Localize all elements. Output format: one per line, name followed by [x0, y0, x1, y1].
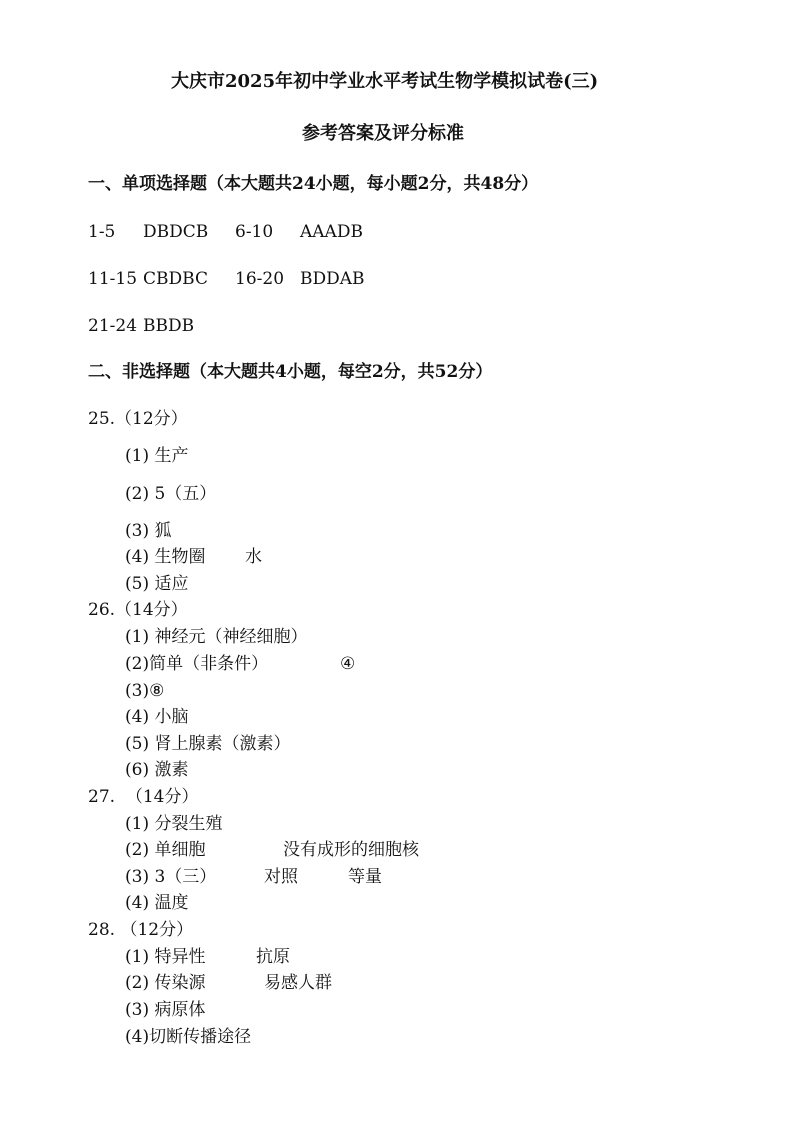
q26-answer-2b: ④ — [340, 654, 356, 674]
q25-answer-4b: 水 — [245, 547, 262, 567]
q27-answer-1: (1) 分裂生殖 — [125, 814, 223, 834]
q27-answer-4: (4) 温度 — [125, 893, 189, 913]
section-2-heading: 二、非选择题（本大题共4小题，每空2分，共52分） — [88, 362, 493, 382]
q27-answer-3c: 等量 — [348, 867, 382, 887]
answer-range-label: 1-5 — [88, 222, 116, 242]
answer-key: BDDAB — [300, 269, 365, 289]
q26-answer-6: (6) 激素 — [125, 760, 189, 780]
answer-key: CBDBC — [143, 269, 208, 289]
q25-answer-5: (5) 适应 — [125, 574, 189, 594]
answer-range-label: 11-15 — [88, 269, 138, 289]
q26-answer-2: (2)简单（非条件） — [125, 654, 269, 674]
answer-range-label: 21-24 — [88, 316, 138, 336]
q27-answer-2b: 没有成形的细胞核 — [283, 840, 419, 860]
section-1-heading: 一、单项选择题（本大题共24小题，每小题2分，共48分） — [88, 174, 539, 194]
q28-answer-1: (1) 特异性 — [125, 947, 206, 967]
document-subtitle: 参考答案及评分标准 — [302, 123, 464, 144]
q26-answer-5: (5) 肾上腺素（激素） — [125, 734, 291, 754]
question-25-header: 25.（12分） — [88, 409, 188, 429]
answer-range-label: 6-10 — [235, 222, 274, 242]
question-26-header: 26.（14分） — [88, 600, 188, 620]
q26-answer-1: (1) 神经元（神经细胞） — [125, 627, 308, 647]
q25-answer-3: (3) 狐 — [125, 521, 172, 541]
question-27-header: 27. （14分） — [88, 787, 199, 807]
q27-answer-3b: 对照 — [264, 867, 298, 887]
q28-answer-2b: 易感人群 — [264, 973, 332, 993]
q27-answer-3: (3) 3（三） — [125, 867, 217, 887]
document-title: 大庆市2025年初中学业水平考试生物学模拟试卷(三) — [171, 71, 599, 92]
answer-key: BBDB — [143, 316, 195, 336]
answer-range-label: 16-20 — [235, 269, 285, 289]
q27-answer-2: (2) 单细胞 — [125, 840, 206, 860]
answer-key: DBDCB — [143, 222, 209, 242]
q28-answer-4: (4)切断传播途径 — [125, 1027, 252, 1047]
q28-answer-3: (3) 病原体 — [125, 1000, 206, 1020]
q25-answer-2: (2) 5（五） — [125, 484, 217, 504]
q28-answer-2: (2) 传染源 — [125, 973, 206, 993]
q25-answer-1: (1) 生产 — [125, 446, 189, 466]
q26-answer-4: (4) 小脑 — [125, 707, 189, 727]
q26-answer-3: (3)⑧ — [125, 681, 165, 701]
q28-answer-1b: 抗原 — [256, 947, 290, 967]
question-28-header: 28. （12分） — [88, 920, 194, 940]
q25-answer-4: (4) 生物圈 — [125, 547, 206, 567]
answer-key: AAADB — [300, 222, 363, 242]
